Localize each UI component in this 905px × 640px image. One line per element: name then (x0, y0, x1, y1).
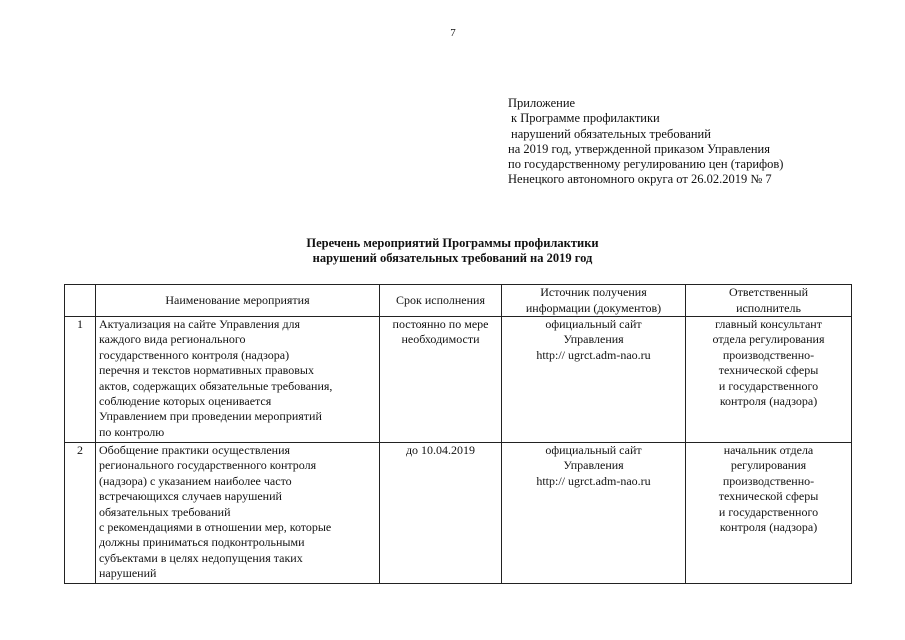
row-responsible-line: и государственного (718, 504, 819, 519)
row-responsible-line: производственно- (722, 473, 815, 488)
table-row (65, 443, 852, 584)
header-source-line: Источник получения (540, 285, 647, 300)
header-deadline (380, 285, 502, 317)
row-responsible (686, 443, 852, 584)
row-source-line: официальный сайт (545, 443, 642, 457)
row-name (96, 317, 380, 443)
row-name-line: каждого вида регионального (99, 332, 246, 347)
row-source-line: http:// ugrct.adm-nao.ru (536, 347, 651, 362)
row-responsible-line: главный консультант (715, 317, 822, 331)
header-responsible-line: исполнитель (736, 300, 801, 315)
table-header-row (65, 285, 852, 317)
row-responsible-line: контроля (надзора) (719, 520, 818, 535)
appendix-note (508, 96, 888, 188)
row-name-line: по контролю (99, 424, 165, 439)
row-source (502, 443, 686, 584)
row-responsible-line: регулирования (730, 458, 807, 473)
appendix-line: на 2019 год, утвержденной приказом Управления (508, 141, 770, 156)
header-source-line: информации (документов) (525, 300, 662, 315)
row-name-line: регионального государственного контроля (99, 458, 317, 473)
appendix-line: Ненецкого автономного округа от 26.02.2019 № 7 (508, 172, 772, 187)
appendix-line: к Программе профилактики (511, 111, 660, 126)
row-deadline (380, 443, 502, 584)
row-name-line: соблюдение которых оценивается (99, 394, 272, 409)
header-responsible (686, 285, 852, 317)
header-deadline-line: Срок исполнения (396, 292, 485, 307)
appendix-line: Приложение (508, 96, 576, 110)
row-name-line: актов, содержащих обязательные требования, (99, 378, 333, 393)
header-source (502, 285, 686, 317)
row-deadline-line: постоянно по мере (392, 317, 489, 331)
appendix-line: нарушений обязательных требований (511, 126, 711, 141)
row-responsible-line: технической сферы (718, 363, 819, 378)
row-responsible-line: и государственного (718, 378, 819, 393)
row-responsible-line: контроля (надзора) (719, 394, 818, 409)
row-name-line: Актуализация на сайте Управления для (99, 317, 301, 331)
row-source-line: Управления (563, 332, 624, 347)
row-name-line: Обобщение практики осуществления (99, 443, 291, 457)
header-name: Наименование мероприятия (96, 285, 380, 317)
row-name-line: обязательных требований (99, 504, 231, 519)
appendix-line: по государственному регулированию цен (тарифов) (508, 157, 784, 172)
document-title (200, 236, 705, 266)
row-number: 2 (65, 443, 96, 584)
row-name-line: с рекомендациями в отношении мер, которые (99, 520, 332, 535)
header-num (65, 285, 96, 317)
page-number: 7 (450, 27, 456, 39)
row-name-line: (надзора) с указанием наиболее часто (99, 473, 292, 488)
table-row (65, 317, 852, 443)
title-line: нарушений обязательных требований на 2019 год (312, 251, 593, 265)
row-deadline (380, 317, 502, 443)
row-source (502, 317, 686, 443)
row-source-line: http:// ugrct.adm-nao.ru (536, 473, 651, 488)
row-name-line: субъектами в целях недопущения таких (99, 550, 303, 565)
row-name-line: государственного контроля (надзора) (99, 347, 290, 362)
row-deadline-line: до 10.04.2019 (405, 443, 476, 457)
row-name-line: встречающихся случаев нарушений (99, 489, 282, 504)
header-responsible-line: Ответственный (728, 285, 809, 300)
row-source-line: официальный сайт (545, 317, 642, 331)
row-number: 1 (65, 317, 96, 443)
row-name-line: Управлением при проведении мероприятий (99, 409, 322, 424)
row-responsible (686, 317, 852, 443)
title-line: Перечень мероприятий Программы профилактики (306, 236, 599, 250)
row-name-line: перечня и текстов нормативных правовых (99, 363, 314, 378)
measures-table (64, 284, 852, 584)
row-deadline-line: необходимости (401, 332, 480, 347)
row-responsible-line: производственно- (722, 347, 815, 362)
row-name-line: нарушений (99, 566, 157, 581)
row-name-line: должны приниматься подконтрольными (99, 535, 305, 550)
row-source-line: Управления (563, 458, 624, 473)
row-name (96, 443, 380, 584)
row-responsible-line: технической сферы (718, 489, 819, 504)
row-responsible-line: отдела регулирования (712, 332, 825, 347)
row-responsible-line: начальник отдела (723, 443, 814, 457)
